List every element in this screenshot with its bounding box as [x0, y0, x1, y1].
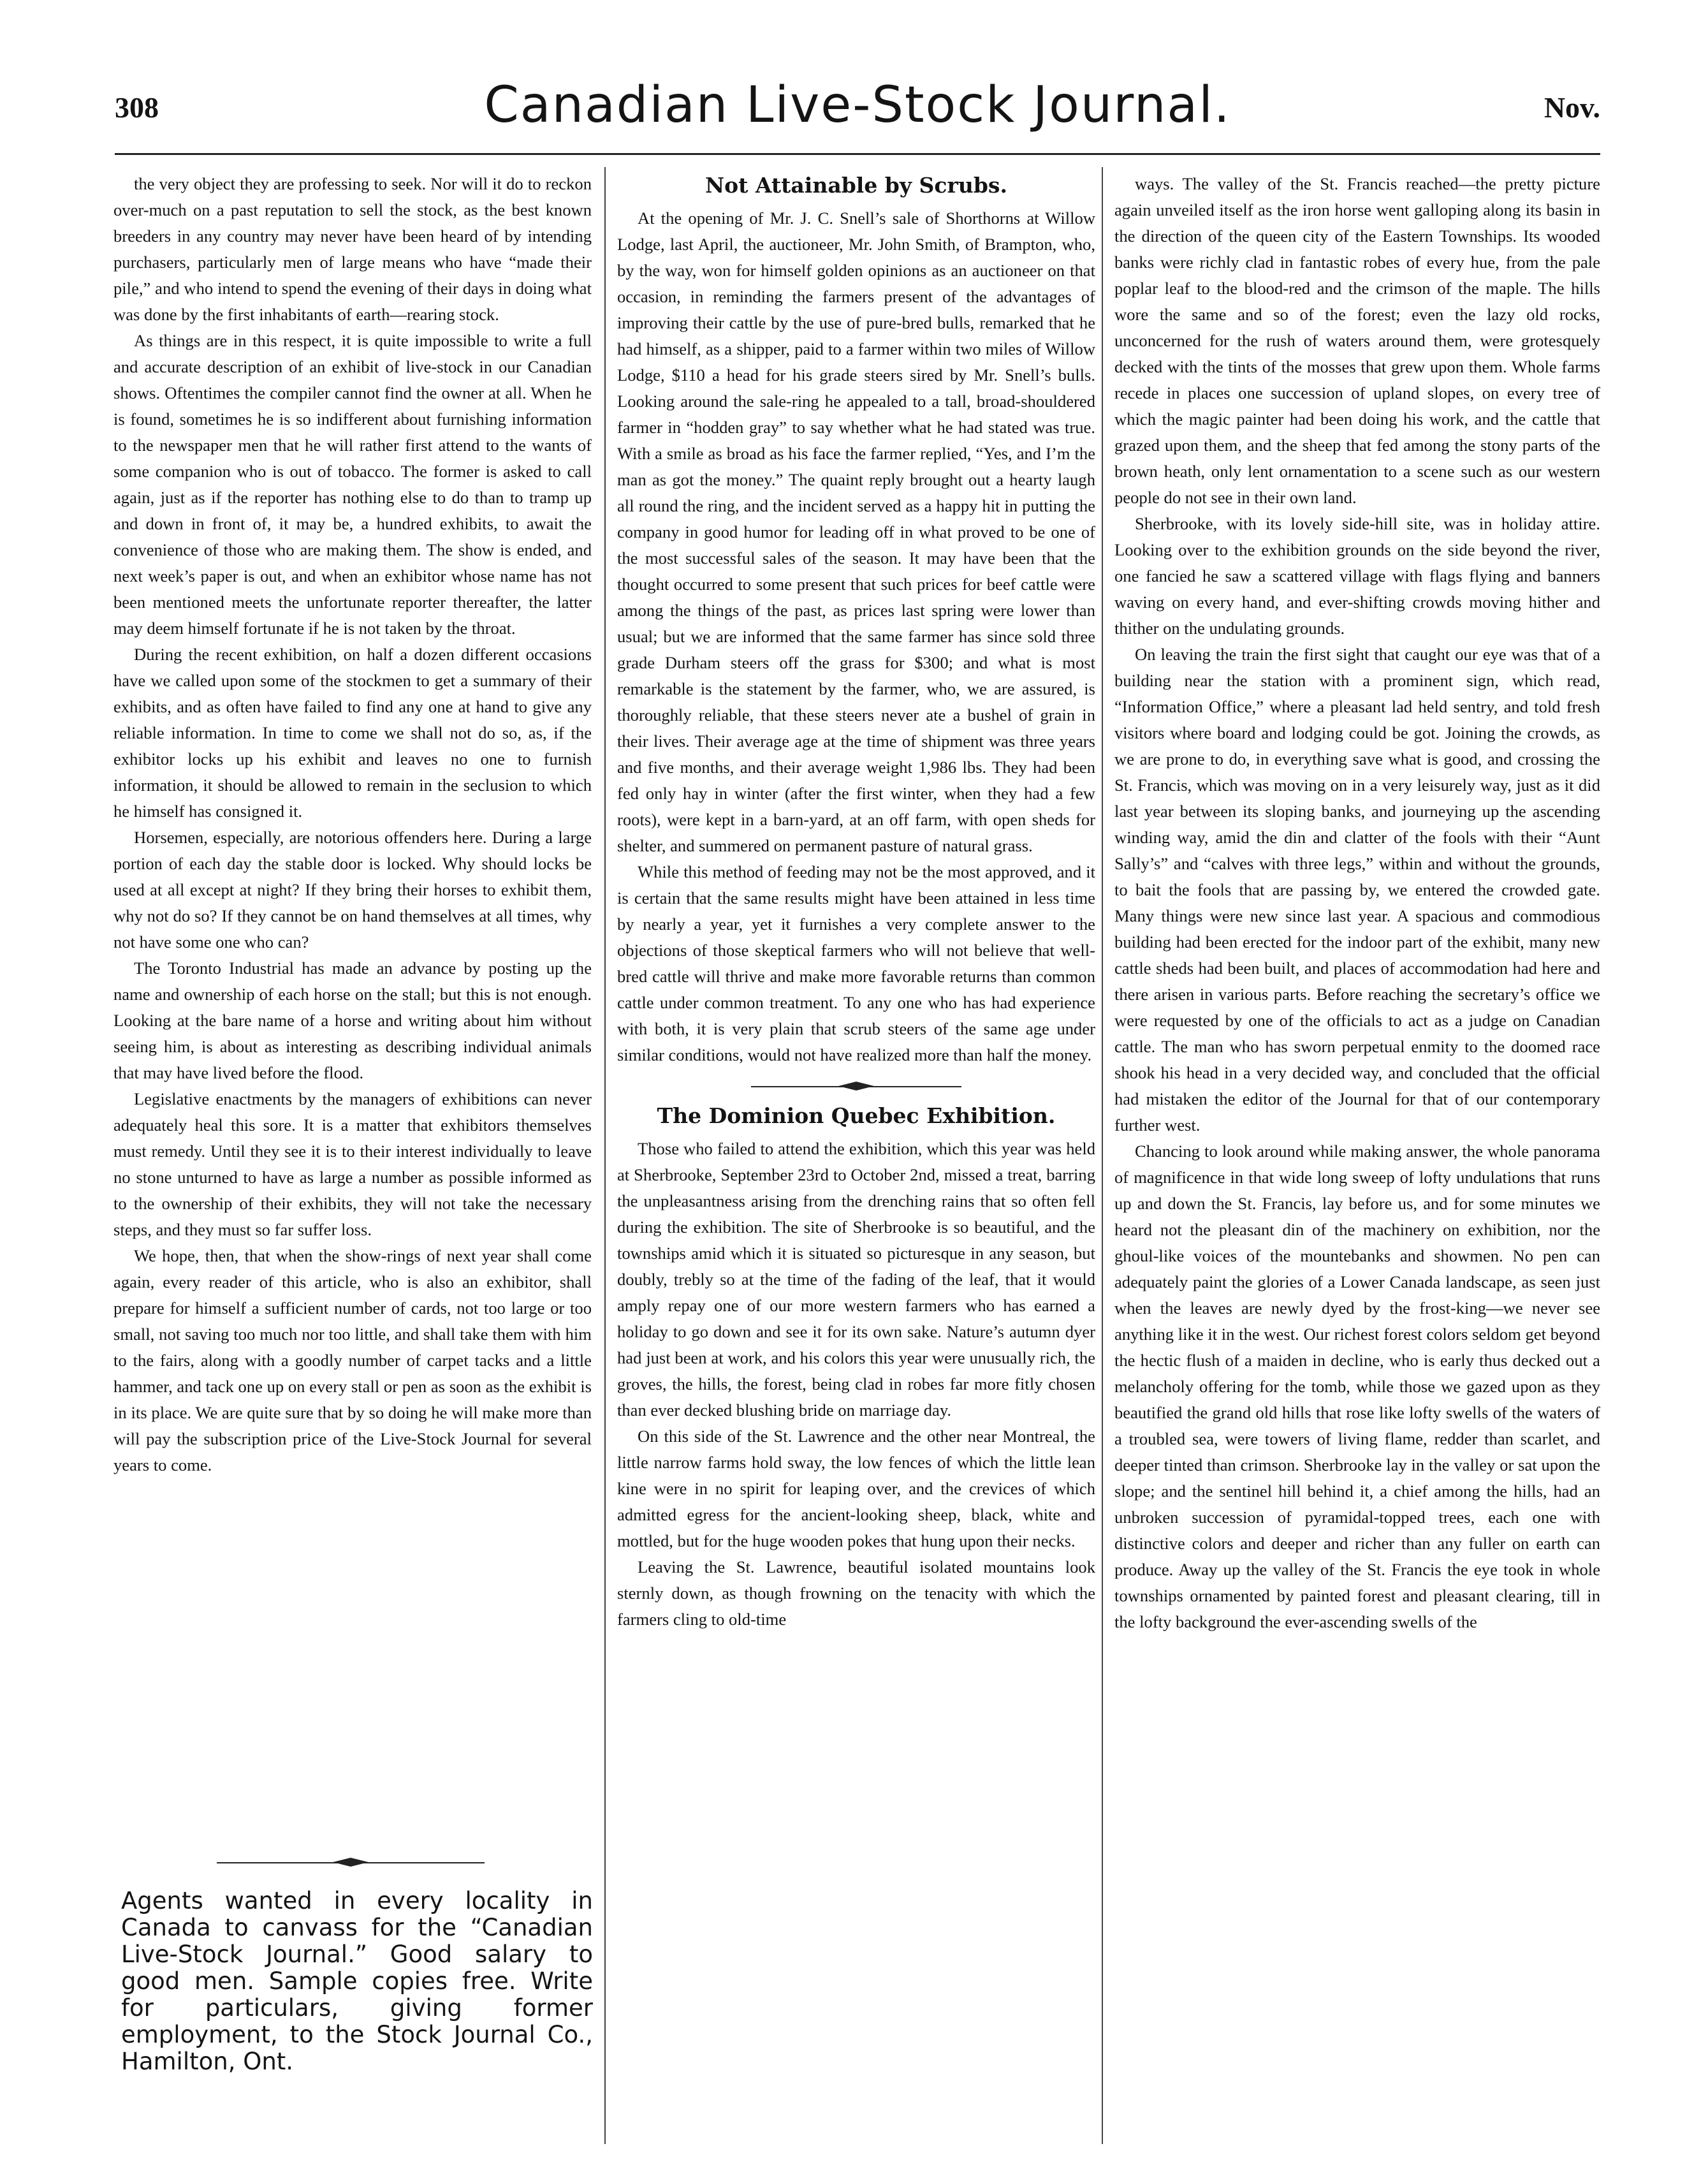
ornamental-divider — [217, 1855, 485, 1871]
masthead — [115, 77, 1600, 147]
journal-title: Canadian Live-Stock Journal. — [484, 77, 1231, 134]
paragraph: ways. The valley of the St. Francis reached—the pretty picture again unveiled itself as the iron horse went galloping along its basin in the direction of the queen city of the Eastern Townships. Its wooded banks were richly clad in fantastic robes of every hue, from the pale poplar leaf to the blood-red and the crimson of the maple. The hills wore the same and so of the forest; even the lazy old rocks, unconcerned for the rush of waters around them, were grotesquely decked with the tints of the mosses that grew upon them. Whole farms recede in places one succession of upland slopes, on every tree of which the magic painter had been doing his work, and the cattle that grazed upon them, and the sheep that fed among the stony parts of the brown heath, only lent ornamentation to a scene such as our western people do not see in their own land. — [1114, 174, 1600, 507]
column-divider-1 — [604, 167, 606, 2144]
paragraph: During the recent exhibition, on half a dozen different occasions have we called upon some of the stockmen to get a summary of their exhibits, and as often have failed to find any one at hand to give any reliable information. In time to come we shall not do so, as, if the exhibitor locks up his exhibit and leaves no one to furnish information, it should be allowed to remain in the seclusion to which he himself has consigned it. — [113, 645, 592, 821]
column-3 — [1114, 171, 1600, 2141]
article-heading-scrubs: Not Attainable by Scrubs. — [705, 173, 1007, 198]
masthead-rule — [115, 153, 1600, 155]
paragraph: On leaving the train the first sight that caught our eye was that of a building near the station with a prominent sign, which read, “Information Office,” where a pleasant lad held sentry, and told fresh visitors where board and lodging could be got. Joining the crowds, as we are prone to do, in everything save what is good, and crossing the St. Francis, which was moving on in a very leisurely way, just as it did last year between its sloping banks, and journeying up the ascending winding way, amid the din and clatter of the fools with their “Aunt Sally’s” and “calves with three legs,” within and without the grounds, to bait the fools that are passing by, we entered the crowded gate. Many things were new since last year. A spacious and commodious building had been erected for the indoor part of the exhibit, many new cattle sheds had been built, and places of accommodation had here and there arisen in various parts. Before reaching the secretary’s office we were requested by one of the officials to act as a judge on Canadian cattle. The man who has sworn perpetual enmity to the doomed race shook his head in a very decided way, and concluded that the official had mistaken the editor of the Journal for that of our contemporary further west. — [1114, 645, 1600, 1135]
paragraph: While this method of feeding may not be the most approved, and it is certain that the same results might have been attained in less time by nearly a year, yet it furnishes a very complete answer to the objections of those skeptical farmers who will not believe that well-bred cattle will thrive and make more favorable returns than common cattle under common treatment. To any one who has had experience with both, it is very plain that scrub steers of the same age under similar conditions, would not have realized more than half the money. — [617, 862, 1095, 1064]
paragraph: We hope, then, that when the show-rings of next year shall come again, every reader of this article, who is also an exhibitor, shall prepare for himself a sufficient number of cards, not too large or too small, not saving too much nor too little, and shall take them with him to the fairs, along with a goodly number of carpet tacks and a little hammer, and tack one up on every stall or pen as soon as the exhibit is in its place. We are quite sure that by so doing he will make more than will pay the subscription price of the Live-Stock Journal for several years to come. — [113, 1246, 592, 1474]
issue-month: Nov. — [1544, 91, 1600, 124]
paragraph: At the opening of Mr. J. C. Snell’s sale of Shorthorns at Willow Lodge, last April, the auctioneer, Mr. John Smith, of Brampton, who, by the way, won for himself golden opinions as an auctioneer on that occasion, in reminding the farmers present of the advantages of improving their cattle by the use of pure-bred bulls, remarked that he had himself, as a shipper, paid to a farmer within two miles of Willow Lodge, $110 a head for his grade steers sired by Mr. Snell’s bulls. Looking around the sale-ring he appealed to a tall, broad-shouldered farmer in “hodden gray” to say whether what he had stated was true. With a smile as broad as his face the farmer replied, “Yes, and I’m the man as got the money.” The quaint reply brought out a hearty laugh all round the ring, and the incident served as a happy hit in putting the company in good humor for leading off in what proved to be one of the most successful sales of the season. It may have been that the thought occurred to some present that such prices for beef cattle were among the things of the past, as prices last spring were lower than usual; but we are informed that the same farmer has since sold three grade Durham steers off the grass for $300; and what is most remarkable is the statement by the farmer, who, we are assured, is thoroughly reliable, that these steers never ate a bushel of grain in their lives. Their average age at the time of shipment was three years and five months, and their average weight 1,986 lbs. They had been fed only hay in winter (after the first winter, when they had a few roots), were kept in a barn-yard, at an off farm, with open sheds for shelter, and summered on permanent pasture of natural grass. — [617, 209, 1095, 855]
paragraph: Those who failed to attend the exhibition, which this year was held at Sherbrooke, September 23rd to October 2nd, missed a treat, barring the unpleasantness arising from the drenching rains that so often fell during the exhibition. The site of Sherbrooke is so beautiful, and the townships amid which it is situated so picturesque in any season, but doubly, trebly so at the time of the fading of the leaf, that it would amply repay one of our more western farmers who has earned a holiday to go down and see it for its own sake. Nature’s autumn dyer had just been at work, and his colors this year were unusually rich, the groves, the hills, the forest, being clad in robes far more fitly chosen than ever decked blushing bride on marriage day. — [617, 1139, 1095, 1420]
paragraph: The Toronto Industrial has made an advance by posting up the name and ownership of each horse on the stall; but this is not enough. Looking at the bare name of a horse and writing about him without seeing him, is about as interesting as describing individual animals that may have lived before the flood. — [113, 959, 592, 1082]
paragraph: As things are in this respect, it is quite impossible to write a full and accurate description of an exhibit of live-stock in our Canadian shows. Oftentimes the compiler cannot find the owner at all. When he is found, sometimes he is so indifferent about furnishing information to the newspaper men that he will rather first attend to the wants of some companion who is out of tobacco. The former is asked to call again, just as if the reporter has nothing else to do than to tramp up and down in front of, it may be, a hundred exhibits, to await the convenience of those who are making them. The show is ended, and next week’s paper is out, and when an exhibitor whose name has not been mentioned meets the unfortunate reporter thereafter, the latter may deem himself fortunate if he is not taken by the throat. — [113, 331, 592, 638]
paragraph: Leaving the St. Lawrence, beautiful isolated mountains look sternly down, as though frowning on the tenacity with which the farmers cling to old-time — [617, 1557, 1095, 1629]
agents-wanted-advertisement: Agents wanted in every locality in Canada to canvass for the “Canadian Live-Stock Journal.” Good salary to good men. Sample copies free. Write for particulars, giving former employment, to the Stock Journal Co., Hamilton, Ont. — [121, 1887, 593, 2075]
column-divider-2 — [1102, 167, 1103, 2144]
paragraph: Legislative enactments by the managers of exhibitions can never adequately heal this sore. It is a matter that exhibitors themselves must remedy. Until they see it is to their interest individually to leave no stone unturned to have as large a number as possible informed as to the ownership of their exhibits, they will not take the necessary steps, and they must so far suffer loss. — [113, 1089, 592, 1239]
paragraph: Horsemen, especially, are notorious offenders here. During a large portion of each day the stable door is locked. Why should locks be used at all except at night? If they bring their horses to exhibit them, why not do so? If they cannot be on hand themselves at all times, why not have some one who can? — [113, 828, 592, 951]
page-number: 308 — [115, 91, 159, 124]
paragraph: Sherbrooke, with its lovely side-hill site, was in holiday attire. Looking over to the exhibition grounds on the side beyond the river, one fancied he saw a scattered village with flags flying and banners waving on every hand, and ever-shifting crowds moving hither and thither on the undulating grounds. — [1114, 514, 1600, 638]
ornamental-divider — [617, 1078, 1095, 1095]
column-1 — [113, 171, 592, 1886]
paragraph: Chancing to look around while making answer, the whole panorama of magnificence in that wide long sweep of lofty undulations that runs up and down the St. Francis, lay before us, and for some minutes we heard not the pleasant din of the machinery on exhibition, nor the ghoul-like voices of the mountebanks and showmen. No pen can adequately paint the glories of a Lower Canada landscape, as seen just when the leaves are newly dyed by the frost-king—we never see anything like it in the west. Our richest forest colors seldom get beyond the hectic flush of a maiden in decline, who is early thus decked out a melancholy offering for the tomb, while those we gazed upon as they beautified the grand old hills that rose like lofty swells of the waters of a troubled sea, were towers of living flame, redder than scarlet, and deeper tinted than crimson. Sherbrooke lay in the valley or sat upon the slope; and the sentinel hill behind it, a chief among the hills, had an unbroken succession of pyramidal-topped trees, each one with distinctive colors and deeper and richer than any fuller on earth can produce. Away up the valley of the St. Francis the eye took in whole townships ornamented by painted forest and pleasant clearing, till in the lofty background the ever-ascending swells of the — [1114, 1142, 1600, 1631]
paragraph: the very object they are professing to seek. Nor will it do to reckon over-much on a past reputation to sell the stock, as the best known breeders in any country may never have been heard of by intending purchasers, particularly men of large means who have “made their pile,” and who intend to spend the evening of their days in doing what was done by the first inhabitants of earth—rearing stock. — [113, 174, 592, 324]
paragraph: On this side of the St. Lawrence and the other near Montreal, the little narrow farms hold sway, the low fences of which the little lean kine were in no spirit for leaping over, and the crevices of which admitted egress for the ancient-looking sheep, black, white and mottled, but for the huge wooden pokes that hung upon their necks. — [617, 1427, 1095, 1550]
column-2 — [617, 171, 1095, 2141]
article-heading-quebec-exhibition: The Dominion Quebec Exhibition. — [657, 1103, 1056, 1128]
